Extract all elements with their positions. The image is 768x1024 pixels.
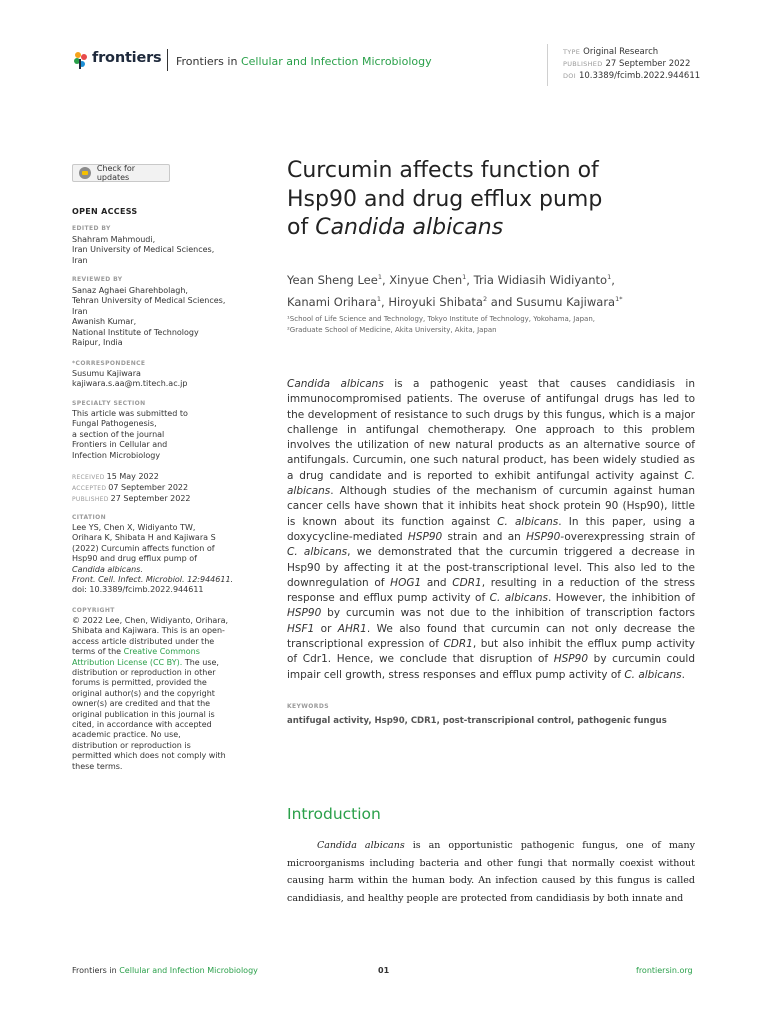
section-heading-introduction: Introduction bbox=[287, 805, 381, 823]
specialty-section-label: SPECIALTY SECTION bbox=[72, 400, 146, 407]
brand-name: frontiers bbox=[92, 50, 162, 66]
author[interactable]: Xinyue Chen$^1$ bbox=[389, 272, 467, 287]
reviewed-by: Sanaz Aghaei Gharehbolagh, Tehran University of Medical Sciences, Iran Awanish Kumar, National Institute of Technology Raipur, India bbox=[72, 286, 226, 348]
copyright: © 2022 Lee, Chen, Widiyanto, Orihara, Shibata and Kajiwara. This is an open- access article distributed under the terms of the Creative Commons Attribution License (CC BY). The use, distribution or reproduction in other forums is permitted, provided the original author(s) and the copyright owner(s) are credited and that the original publication in this journal is cited, in accordance with accepted academic practice. No use, distribution or reproduction is permitted which does not comply with these terms. bbox=[72, 616, 229, 771]
doi[interactable]: DOI 10.3389/fcimb.2022.944611 bbox=[563, 71, 701, 81]
abstract: Candida albicans is a pathogenic yeast that causes candidiasis in immunocompromised patients. The overuse of antifungal drugs has led to the development of resistance to such drugs by this fungus, which is a major challenge in antifungal chemotherapy. One approach to this problem involves the utilization of new natural products as an alternative source of antifungals. Curcumin, one such natural product, has been widely studied as a drug candidate and is reported to exhibit antifungal activity against C. albicans. Although studies of the mechanism of curcumin against human cancer cells have shown that it inhibits heat shock protein 90 (Hsp90), little is known about its function against C. albicans. In this paper, using a doxycycline-mediated HSP90 strain and an HSP90-overexpressing strain of C. albicans, we demonstrated that the curcumin triggered a decrease in Hsp90 by affecting it at the post-transcriptional level. This also led to the downregulation of HOG1 and CDR1, resulting in a reduction of the stress response and efflux pump activity of C. albicans. However, the inhibition of HSP90 by curcumin was not due to the inhibition of transcription factors HSF1 or AHR1. We also found that curcumin can not only decrease the transcriptional expression of CDR1, but also inhibit the efflux pump activity of Cdr1. Hence, we conclude that disruption of HSP90 by curcumin could impair cell growth, stress responses and efflux pump activity of C. albicans. bbox=[287, 378, 696, 681]
open-access-label: OPEN ACCESS bbox=[72, 207, 138, 216]
edited-by: Shahram Mahmoudi, Iran University of Medical Sciences, Iran bbox=[72, 235, 215, 265]
meta-divider bbox=[547, 44, 548, 86]
affiliation-2: ²Graduate School of Medicine, Akita University, Akita, Japan bbox=[287, 326, 497, 334]
cc-license-link[interactable]: Attribution License (CC BY). bbox=[72, 657, 183, 667]
author[interactable]: Hiroyuki Shibata$^2$ bbox=[388, 294, 488, 309]
reviewed-by-label: REVIEWED BY bbox=[72, 276, 123, 283]
citation-label: CITATION bbox=[72, 514, 107, 521]
author-list: Yean Sheng Lee$^1$, Xinyue Chen$^1$, Tria Widiasih Widiyanto$^1$, Kanami Orihara$^1$, Hiroyuki Shibata$^2$ and Susumu Kajiwara$^{1*}$ bbox=[287, 272, 623, 309]
sidebar-published-date: PUBLISHED 27 September 2022 bbox=[72, 494, 191, 503]
update-badge-icon bbox=[79, 167, 91, 179]
page-number: 01 bbox=[378, 966, 390, 975]
article-type: TYPE Original Research bbox=[563, 47, 659, 57]
correspondence-label: *CORRESPONDENCE bbox=[72, 360, 146, 367]
keywords: antifugal activity, Hsp90, CDR1, post-transcripional control, pathogenic fungus bbox=[287, 716, 667, 726]
author[interactable]: Susumu Kajiwara$^{1*}$ bbox=[516, 294, 623, 309]
author[interactable]: Yean Sheng Lee$^1$ bbox=[287, 272, 382, 287]
copyright-label: COPYRIGHT bbox=[72, 607, 115, 614]
frontiers-logo-icon bbox=[72, 51, 90, 69]
received-date: RECEIVED 15 May 2022 bbox=[72, 472, 159, 481]
journal-title[interactable]: Frontiers in Cellular and Infection Microbiology bbox=[176, 55, 432, 68]
correspondence-email[interactable]: kajiwara.s.aa@m.titech.ac.jp bbox=[72, 379, 188, 389]
article-title: Curcumin affects function of Hsp90 and drug efflux pump of Candida albicans bbox=[287, 158, 603, 240]
author[interactable]: Tria Widiasih Widiyanto$^1$ bbox=[473, 272, 612, 287]
header-divider bbox=[167, 49, 168, 71]
citation: Lee YS, Chen X, Widiyanto TW, Orihara K, Shibata H and Kajiwara S (2022) Curcumin affects function of Hsp90 and drug efflux pump of Candida albicans. Front. Cell. Infect. Microbiol. 12:944611. doi: 10.3389/fcimb.2022.944611 bbox=[72, 523, 247, 596]
edited-by-label: EDITED BY bbox=[72, 225, 111, 232]
specialty-section: This article was submitted to Fungal Pathogenesis, a section of the journal Frontiers in Cellular and Infection Microbiology bbox=[72, 409, 188, 460]
check-for-updates-button[interactable]: Check for updates bbox=[72, 164, 170, 182]
footer-journal[interactable]: Frontiers in Cellular and Infection Microbiology bbox=[72, 966, 258, 975]
footer-site-link[interactable]: frontiersin.org bbox=[636, 966, 693, 975]
cc-link[interactable]: Creative Commons bbox=[123, 647, 200, 657]
citation-doi[interactable]: doi: 10.3389/fcimb.2022.944611 bbox=[72, 585, 204, 595]
introduction-body: Candida albicans is an opportunistic pathogenic fungus, one of many microorganisms including bacteria and other fungi that normally coexist without causing harm within the human body. An infection caused by this fungus is called candidiasis, and healthy people are protected from candidiasis by both innate and bbox=[287, 840, 695, 904]
affiliation-1: ¹School of Life Science and Technology, Tokyo Institute of Technology, Yokohama, Japan, bbox=[287, 315, 595, 323]
keywords-label: KEYWORDS bbox=[287, 703, 329, 710]
author[interactable]: Kanami Orihara$^1$ bbox=[287, 294, 382, 309]
journal-name: Cellular and Infection Microbiology bbox=[240, 55, 432, 68]
correspondence: Susumu Kajiwara kajiwara.s.aa@m.titech.ac.jp bbox=[72, 369, 247, 390]
published-date: PUBLISHED 27 September 2022 bbox=[563, 59, 691, 69]
accepted-date: ACCEPTED 07 September 2022 bbox=[72, 483, 189, 492]
